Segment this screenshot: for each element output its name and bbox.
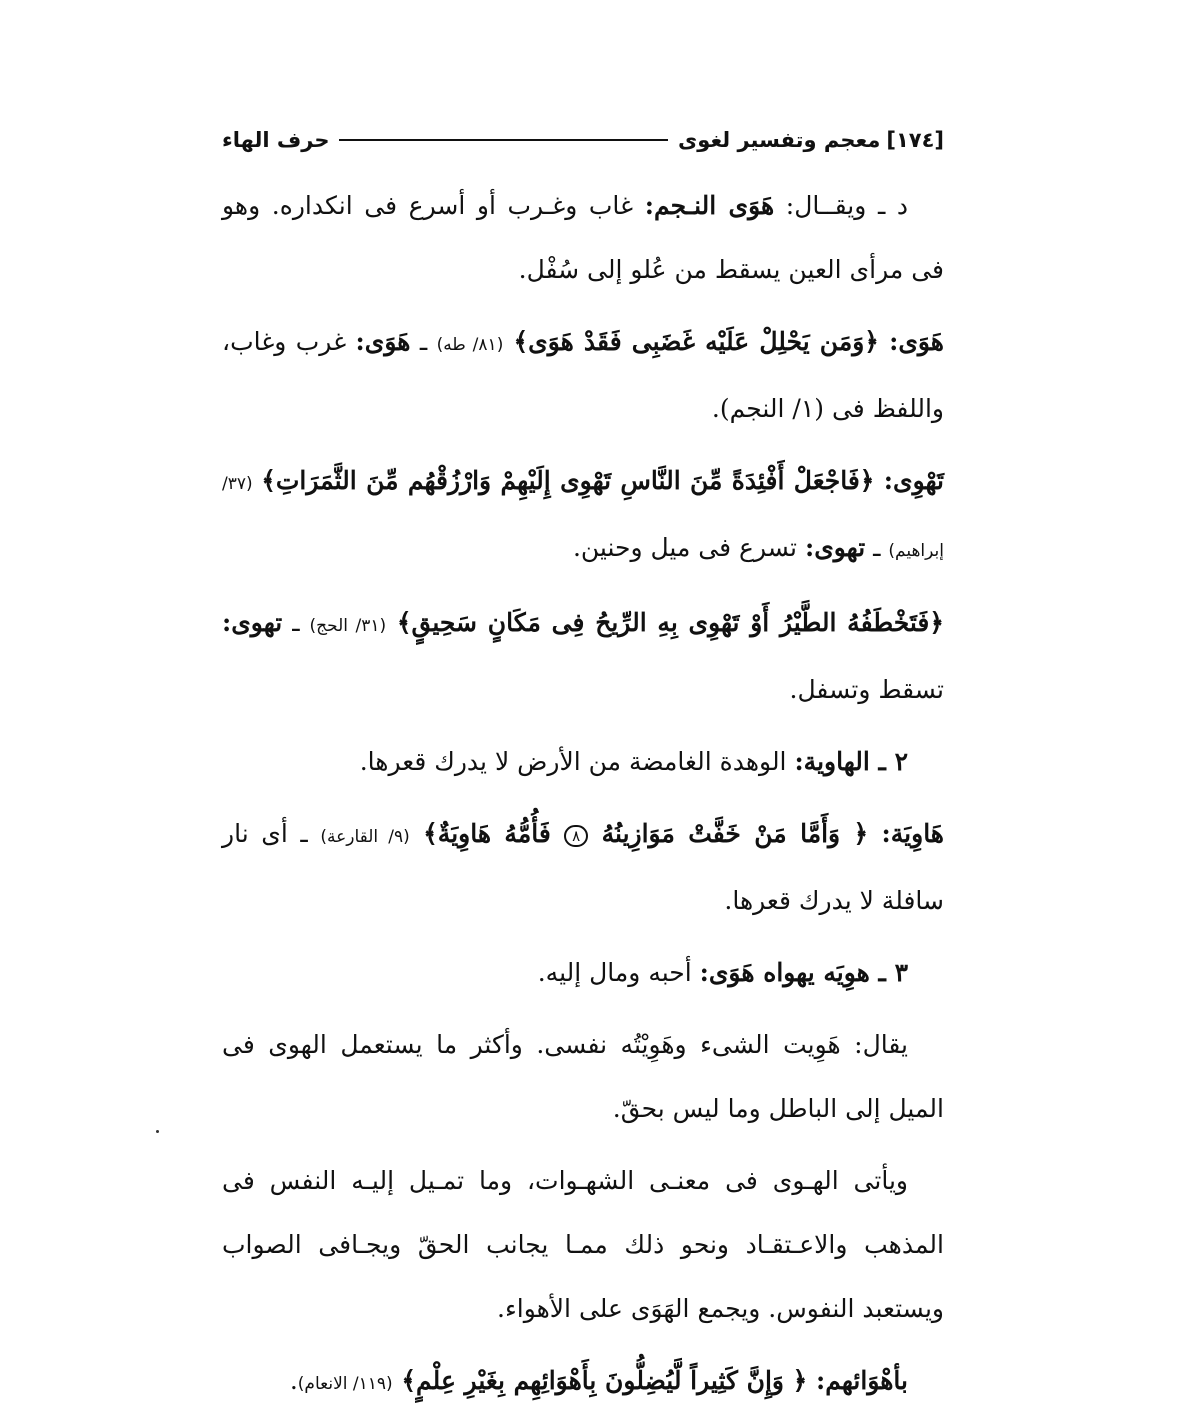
p4-quote: ﴿فَتَخْطَفُهُ الطَّيْرُ أَوْ تَهْوِى بِهِ الرِّيحُ فِى مَكَانٍ سَحِيقٍ﴾ (386, 608, 945, 637)
section-title: حرف الهاء (222, 128, 330, 152)
p4-ref: (٣١/ الحج) (309, 616, 387, 636)
p3-dash: ـ (865, 533, 889, 562)
ayah-number-marker: ٨ (564, 825, 588, 847)
paragraph-8 (222, 1013, 944, 1141)
paragraph-5 (222, 730, 944, 794)
p6-term: هَاوِيَة: (881, 819, 944, 848)
p3-term: تَهْوِى: (883, 466, 944, 495)
p6-quote-b: فَأُمُّهُ هَاوِيَةٌ﴾ (409, 819, 565, 848)
p9-text: ويأتى الهـوى فى معنـى الشهـوات، وما تمـيل إليـه النفس فى المذهب والاعـتقـاد ونحو ذلك ممـا يجانب الحقّ ويجـافى الصواب ويستعبد النفوس. ويجمع الهَوَى على الأهواء. (222, 1166, 944, 1323)
p3-ref: (٣٧/ إبراهيم) (222, 474, 944, 561)
p2-quote: ﴿وَمَن يَحْلِلْ عَلَيْه غَضَبِى فَقَدْ هَوَى﴾ (503, 327, 890, 356)
p4-term: تهوى: (222, 608, 283, 637)
p6-ref: (٩/ القارعة) (320, 827, 410, 847)
p2-dash: ـ (410, 327, 437, 356)
p6-quote-a: ﴿ وَأَمَّا مَنْ خَفَّتْ مَوَازِينُهُ (588, 819, 882, 848)
p7-text: أحبه ومال إليه. (537, 958, 700, 987)
p5-text: الوهدة الغامضة من الأرض لا يدرك قعرها. (359, 747, 795, 776)
p3-quote: ﴿فَاجْعَلْ أَفْئِدَةً مِّنَ النَّاسِ تَهْوِى إِلَيْهِمْ وَارْزُقْهُم مِّنَ الثَّمَرَاتِ﴾ (261, 466, 884, 495)
paragraph-9 (222, 1149, 944, 1341)
p1-prefix: د ـ ويقــال: (774, 191, 908, 220)
p4-dash: ـ (282, 608, 310, 637)
page-number: [١٧٤] (886, 128, 944, 152)
p3-text: تسرع فى ميل وحنين. (572, 533, 805, 562)
p7-term: ٣ ـ هوِيَه يهواه هَوَى: (699, 958, 908, 987)
p2-term: هَوَى: (889, 327, 944, 356)
paragraph-4 (222, 591, 944, 722)
paragraph-7 (222, 941, 944, 1005)
p2-term2: هَوَى: (355, 327, 411, 356)
p10-term: بأهْوَائهم: (816, 1366, 908, 1395)
paragraph-10 (222, 1349, 944, 1416)
p10-end: . (289, 1366, 298, 1395)
paragraph-6 (222, 802, 944, 933)
scan-speck (156, 1130, 159, 1133)
p1-text: غاب وغـرب أو أسرع فى انكداره. وهو فى مرأى العين يسقط من عُلو إلى سُفْل. (222, 191, 944, 284)
running-header (222, 120, 944, 160)
header-rule (339, 139, 668, 141)
p10-quote: ﴿ وَإِنَّ كَثِيراً لَّيُضِلُّونَ بِأَهْوَائِهِم بِغَيْرِ عِلْمٍ﴾ (392, 1366, 817, 1395)
p10-ref: (١١٩/ الانعام) (297, 1374, 393, 1394)
p5-term: ٢ ـ الهاوية: (794, 747, 908, 776)
p1-term: هَوَى النـجم: (644, 191, 775, 220)
p3-term2: تهوى: (804, 533, 866, 562)
paragraph-2 (222, 310, 944, 441)
paragraph-1 (222, 174, 944, 302)
book-title: معجم وتفسير لغوى (678, 128, 881, 152)
p8-text: يقال: هَوِيت الشىء وهَوِيْتُه نفسى. وأكثر ما يستعمل الهوى فى الميل إلى الباطل وما ليس بحقّ. (222, 1030, 944, 1123)
p6-text: ـ أى نار سافلة لا يدرك قعرها. (222, 819, 944, 915)
document-page (222, 120, 945, 1395)
p2-ref: (٨١/ طه) (436, 335, 504, 355)
paragraph-3 (222, 449, 944, 583)
p2-text: غرب وغاب، واللفظ فى (١/ النجم). (222, 327, 944, 423)
p4-text: تسقط وتسفل. (789, 675, 944, 704)
